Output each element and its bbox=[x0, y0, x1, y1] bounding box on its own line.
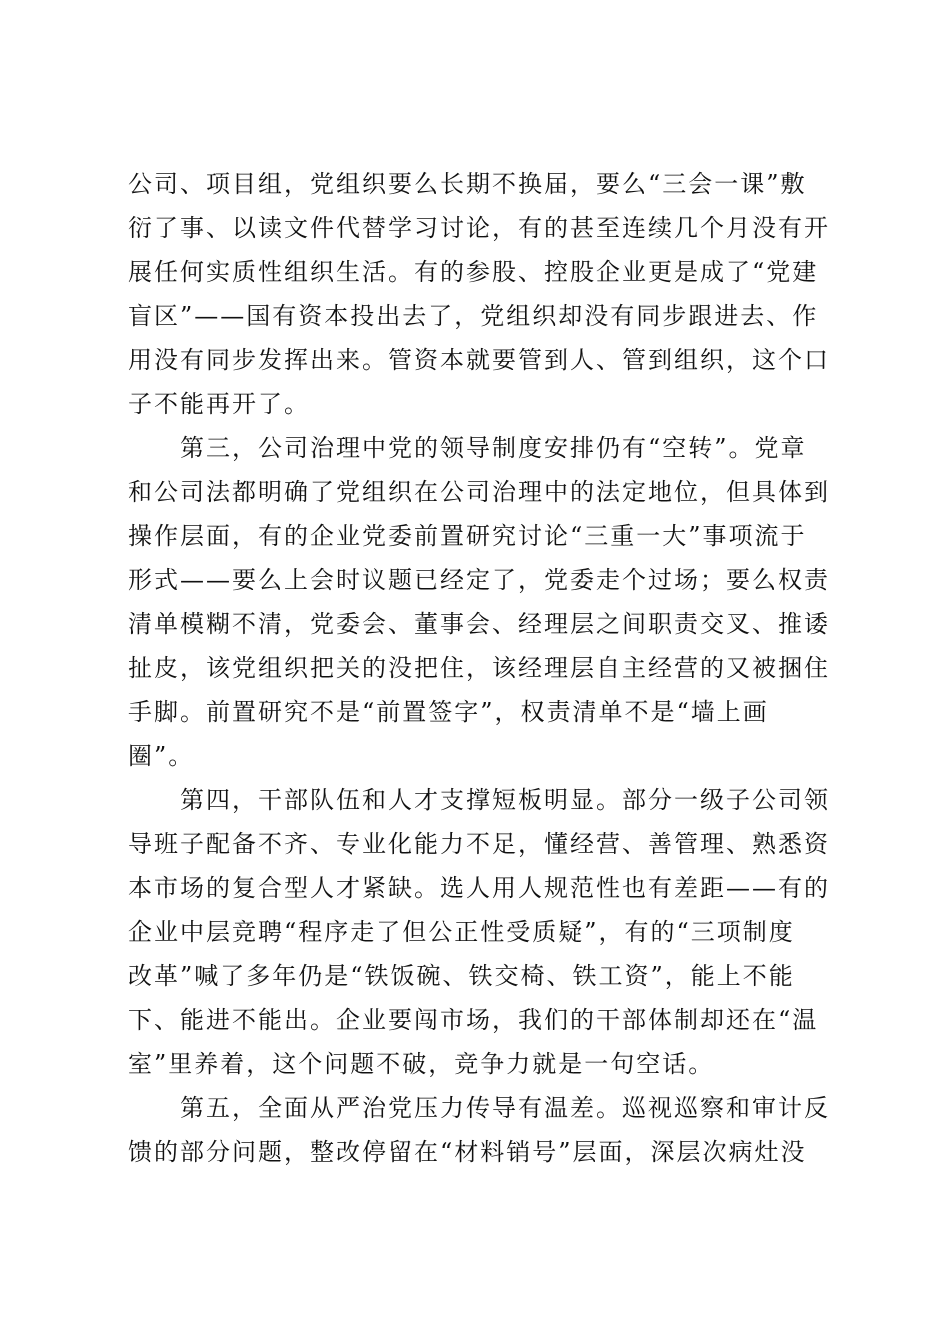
text-line: 企业中层竞聘“程序走了但公正性受质疑”，有的“三项制度 bbox=[128, 918, 795, 946]
text-line: 展任何实质性组织生活。有的参股、控股企业更是成了“党建 bbox=[128, 258, 819, 286]
text-line: 第五，全面从严治党压力传导有温差。巡视巡察和审计反 bbox=[128, 1094, 830, 1122]
paragraph-third-point bbox=[128, 426, 832, 778]
text-line: 室”里养着，这个问题不破，竞争力就是一句空话。 bbox=[128, 1050, 715, 1078]
text-line: 子不能再开了。 bbox=[128, 390, 310, 418]
text-line: 公司、项目组，党组织要么长期不换届，要么“三会一课”敷 bbox=[128, 170, 807, 198]
text-line: 清单模糊不清，党委会、董事会、经理层之间职责交叉、推诿 bbox=[128, 610, 830, 638]
text-line: 馈的部分问题，整改停留在“材料销号”层面，深层次病灶没 bbox=[128, 1138, 807, 1166]
text-line: 手脚。前置研究不是“前置签字”，权责清单不是“墙上画 bbox=[128, 698, 769, 726]
text-line: 扯皮，该党组织把关的没把住，该经理层自主经营的又被捆住 bbox=[128, 654, 830, 682]
text-line: 本市场的复合型人才紧缺。选人用人规范性也有差距——有的 bbox=[128, 874, 830, 902]
paragraph-fifth-point bbox=[128, 1086, 832, 1174]
text-line: 导班子配备不齐、专业化能力不足，懂经营、善管理、熟悉资 bbox=[128, 830, 830, 858]
paragraph-party-organization bbox=[128, 162, 832, 426]
text-line: 下、能进不能出。企业要闯市场，我们的干部体制却还在“温 bbox=[128, 1006, 819, 1034]
text-line: 圈”。 bbox=[128, 742, 195, 770]
text-line: 用没有同步发挥出来。管资本就要管到人、管到组织，这个口 bbox=[128, 346, 830, 374]
text-line: 操作层面，有的企业党委前置研究讨论“三重一大”事项流于 bbox=[128, 522, 807, 550]
paragraph-fourth-point bbox=[128, 778, 832, 1086]
text-line: 和公司法都明确了党组织在公司治理中的法定地位，但具体到 bbox=[128, 478, 830, 506]
text-line: 改革”喊了多年仍是“铁饭碗、铁交椅、铁工资”，能上不能 bbox=[128, 962, 795, 990]
text-line: 形式——要么上会时议题已经定了，党委走个过场；要么权责 bbox=[128, 566, 830, 594]
text-line: 盲区”——国有资本投出去了，党组织却没有同步跟进去、作 bbox=[128, 302, 819, 330]
document-body bbox=[128, 162, 832, 1174]
text-line: 第三，公司治理中党的领导制度安排仍有“空转”。党章 bbox=[128, 434, 807, 462]
text-line: 第四，干部队伍和人才支撑短板明显。部分一级子公司领 bbox=[128, 786, 830, 814]
text-line: 衍了事、以读文件代替学习讨论，有的甚至连续几个月没有开 bbox=[128, 214, 830, 242]
